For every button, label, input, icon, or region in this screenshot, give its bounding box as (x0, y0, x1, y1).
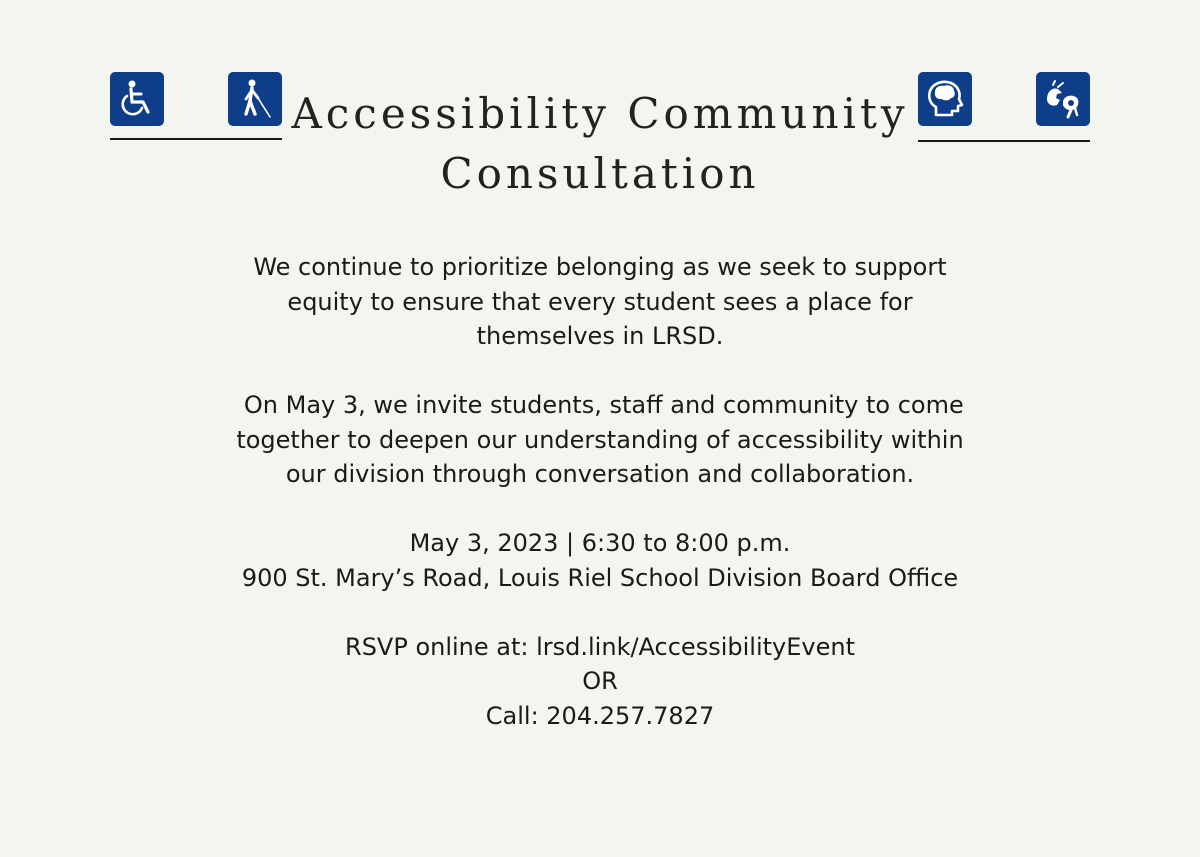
page-title (250, 84, 950, 204)
title-line-1: Accessibility Community (291, 89, 909, 138)
title-line-2: Consultation (440, 149, 760, 198)
rsvp-online-link[interactable]: RSVP online at: lrsd.link/AccessibilityEvent (345, 632, 855, 661)
wheelchair-icon (110, 72, 164, 126)
intro-line-3: themselves in LRSD. (476, 322, 724, 350)
event-location: 900 St. Mary’s Road, Louis Riel School Division Board Office (241, 563, 959, 592)
invite-line-1: On May 3, we invite students, staff and community to come (236, 391, 964, 419)
invitation-body (200, 250, 1000, 733)
invite-line-2: together to deepen our understanding of accessibility within (236, 425, 964, 454)
event-datetime: May 3, 2023 | 6:30 to 8:00 p.m. (409, 529, 791, 557)
sign-language-icon (1036, 72, 1090, 126)
rsvp-or: OR (582, 667, 618, 695)
intro-line-1: We continue to prioritize belonging as we seek to support (253, 253, 947, 281)
invite-line-3: our division through conversation and collaboration. (285, 460, 915, 488)
intro-line-2: equity to ensure that every student sees a place for (287, 287, 913, 316)
rsvp-phone[interactable]: Call: 204.257.7827 (485, 701, 715, 730)
